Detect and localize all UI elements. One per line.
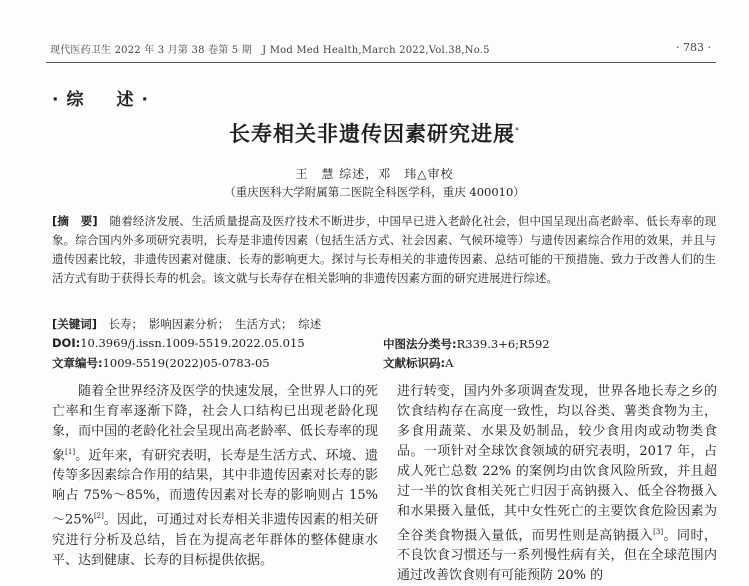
article-number-label: 文章编号: <box>52 356 103 370</box>
section-label: ·综 述· <box>52 90 156 110</box>
document-code-value: A <box>445 356 454 370</box>
abstract-text: 随着经济发展、生活质量提高及医疗技术不断进步，中国早已进入老龄化社会，但中国呈现出高老龄率、低长寿率的现象。综合国内外多项研究表明，长寿是非遗传因素（包括生活方式、社会因素、气候环境等）与遗传因素综合作用的效果，并且与遗传因素比较，非遗传因素对健康、长寿的影响更大。探讨与长寿相关的非遗传因素、总结可能的干预措施、致力于改善人们的生活方式有助于获得长寿的机会。该文就与长寿存在相关影响的非遗传因素方面的研究进展进行综述。 <box>52 214 717 285</box>
article-number-value: 1009-5519(2022)05-0783-05 <box>102 356 270 370</box>
document-code-label: 文献标识码: <box>383 356 446 370</box>
body-right-column <box>397 382 717 586</box>
article-number-line <box>52 355 270 371</box>
keywords-text: 长寿； 影响因素分析； 生活方式； 综述 <box>108 317 322 331</box>
body-right-text-1: 进行转变，国内外多项调查发现，世界各地长寿之乡的饮食结构存在高度一致性，均以谷类、薯类食物为主，多食用蔬菜、水果及奶制品，较少食用肉或动物类食品。一项针对全球饮食领域的研究表明，2017 年，占成人死亡总数 22% 的案例均由饮食风险所致，并且超过一半的饮食相关死亡归因于高钠摄入、低全谷物摄入和水果摄入量低，其中女性死亡的主要饮食危险因素为全谷类食物摄入量低，而男性则是高钠摄入 <box>397 384 717 544</box>
keywords-label: [关键词] <box>52 317 98 331</box>
header-rule <box>46 62 716 63</box>
body-left-column <box>52 382 378 571</box>
doi-label: DOI: <box>52 336 81 350</box>
body-left-text-2: 。近年来，有研究表明，长寿是生活方式、环境、遗传等多因素综合作用的结果，其中非遗传因素对长寿的影响占 75%～85%，而遗传因素对长寿的影响则占 15%～25% <box>52 448 378 528</box>
body-left-text-1: 随着全世界经济及医学的快速发展，全世界人口的死亡率和生育率逐渐下降，社会人口结构已出现老龄化现象，而中国的老龄化社会呈现出高老龄率、低长寿率的现象 <box>52 384 378 464</box>
keywords <box>52 316 321 332</box>
body-left-text-3: 。因此，可通过对长寿相关非遗传因素的相关研究进行分析及总结，旨在为提高老年群体的整体健康水平、达到健康、长寿的目标提供依据。 <box>52 512 378 568</box>
doi-line <box>52 336 305 350</box>
clc-line <box>383 336 550 352</box>
title-footnote-mark: * <box>515 126 520 135</box>
citation-3: [3] <box>653 528 664 536</box>
affiliation: （重庆医科大学附属第二医院全科医学科，重庆 400010） <box>224 185 525 199</box>
citation-2: [2] <box>93 512 104 521</box>
doi-value: 10.3969/j.issn.1009-5519.2022.05.015 <box>80 336 305 350</box>
article-title <box>0 118 749 148</box>
authors: 王 慧 综述，邓 玮△审校 <box>295 167 454 181</box>
page-number: · 783 · <box>676 41 711 54</box>
running-header: 现代医药卫生 2022 年 3 月第 38 卷第 5 期 J Mod Med Health,March 2022,Vol.38,No.5 <box>50 45 490 56</box>
title-text: 长寿相关非遗传因素研究进展 <box>229 122 515 146</box>
body-right-text-2: 。同时，不良饮食习惯还与一系列慢性病有关，但在全球范围内通过改善饮食则有可能预防 20% 的 <box>397 528 717 584</box>
clc-label: 中图法分类号: <box>383 337 457 351</box>
citation-1: [1] <box>65 448 76 456</box>
clc-value: R339.3+6;R592 <box>456 337 550 351</box>
abstract-label: [摘 要] <box>52 214 98 228</box>
abstract <box>52 212 716 288</box>
document-code-line <box>383 355 453 371</box>
